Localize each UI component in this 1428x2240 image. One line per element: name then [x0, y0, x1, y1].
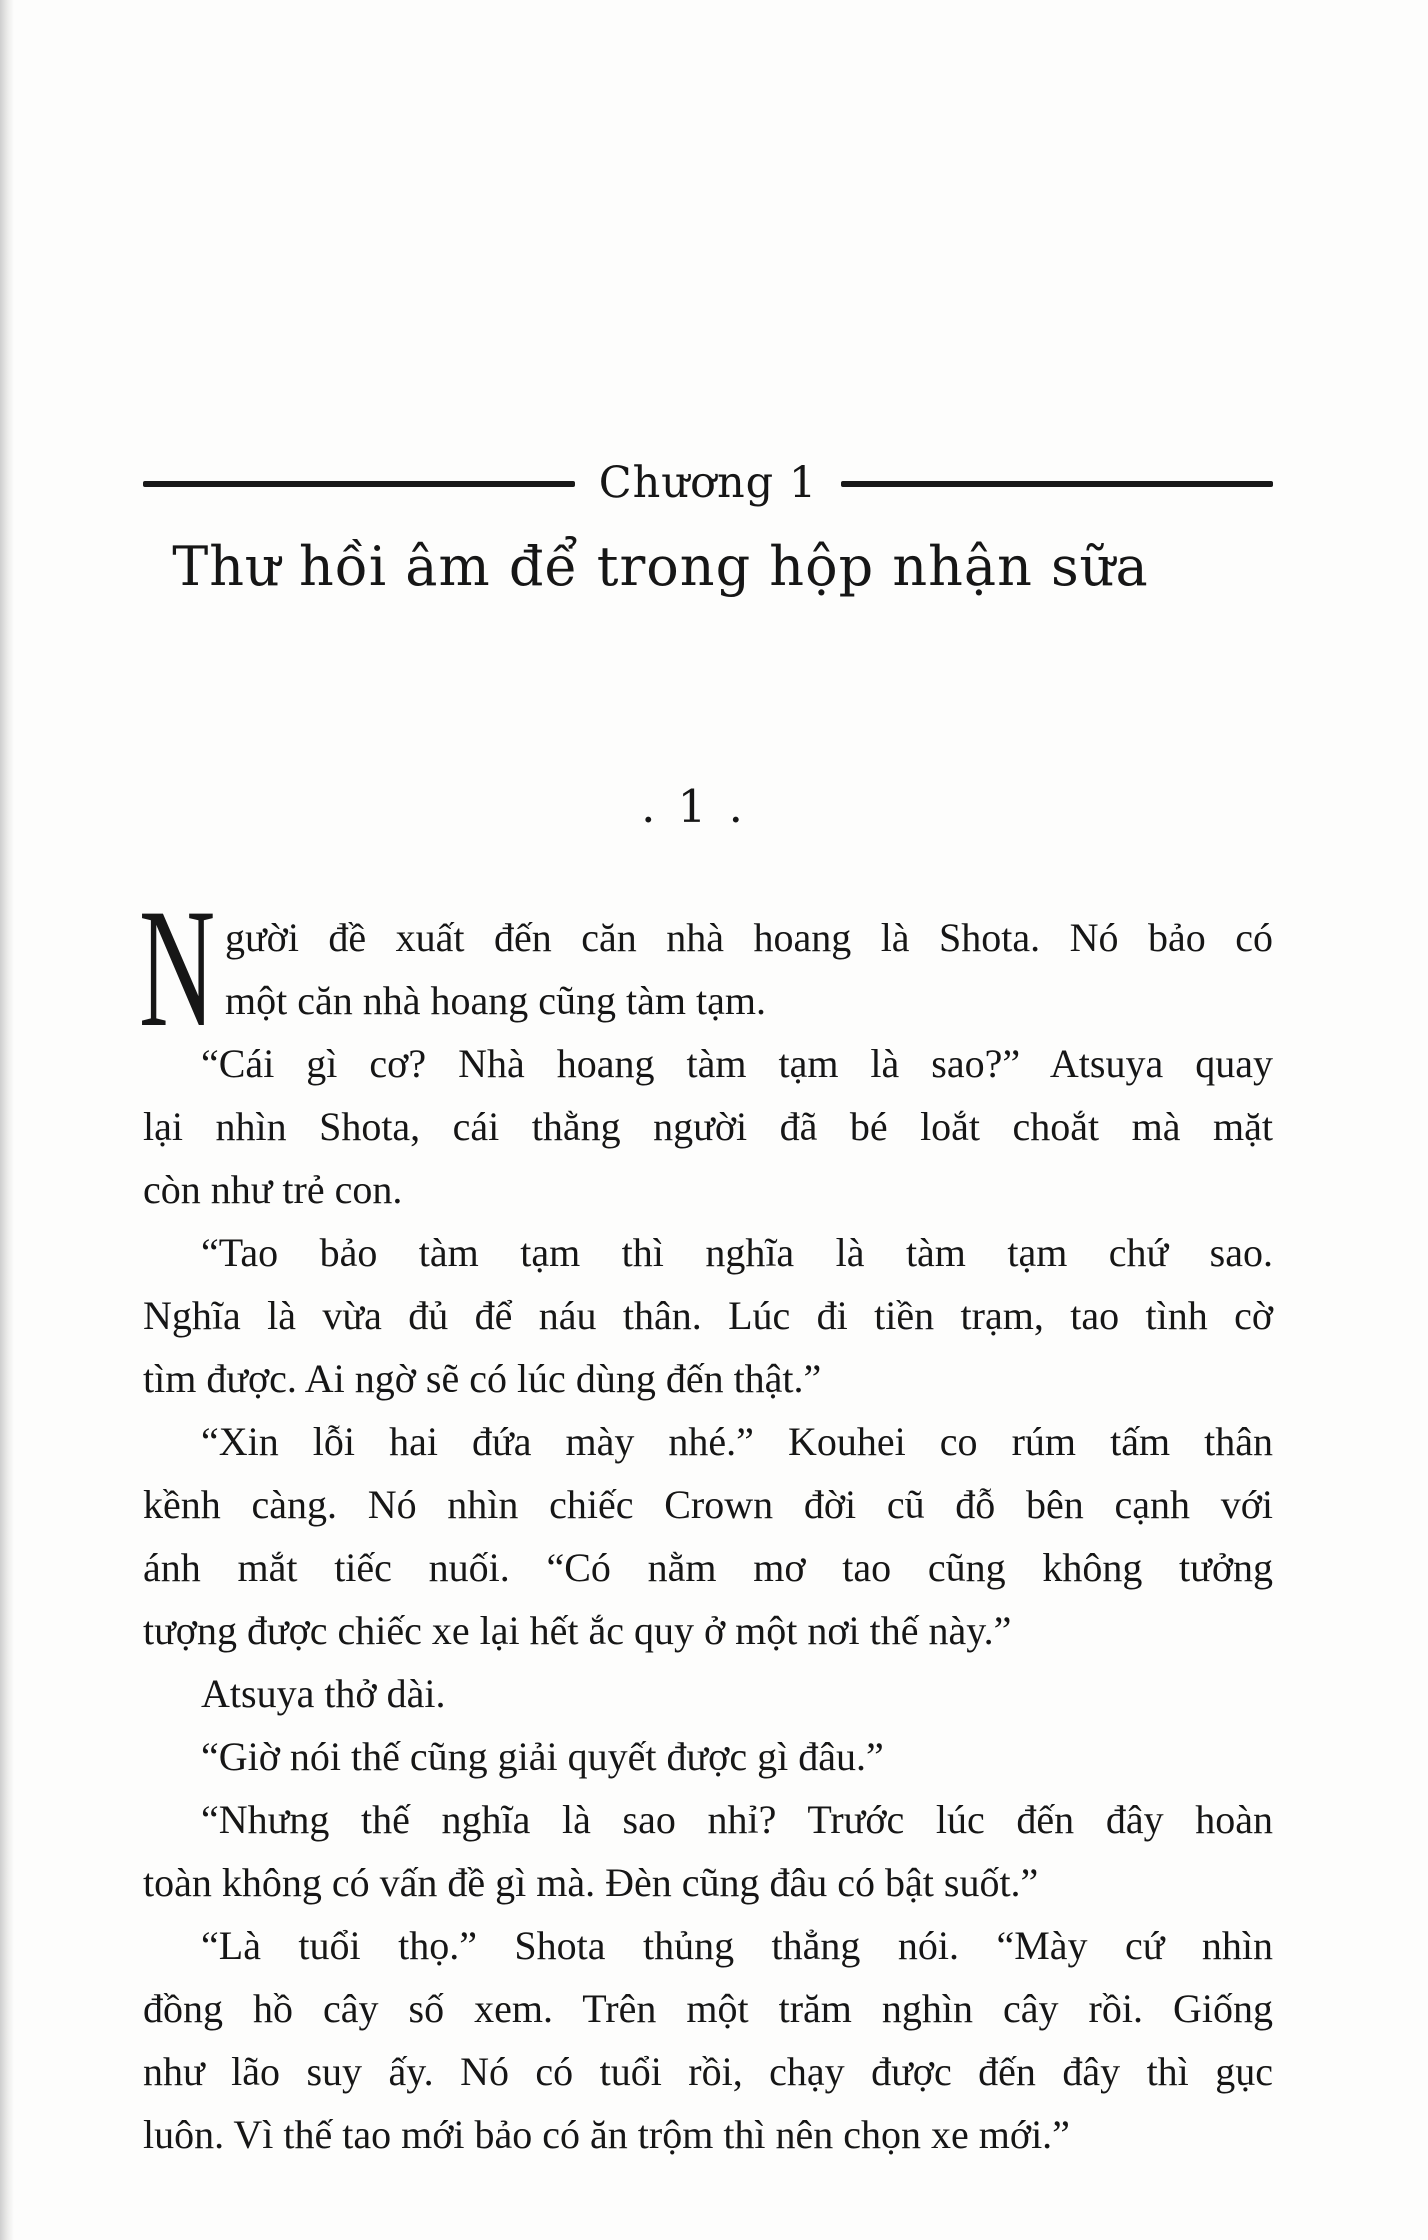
- text-line: toàn không có vấn đề gì mà. Đèn cũng đâu có bật suốt.”: [143, 1859, 1039, 1905]
- text-line: lại nhìn Shota, cái thằng người đã bé loắt choắt mà mặt: [143, 1103, 1273, 1149]
- text-line: một căn nhà hoang cũng tàm tạm.: [225, 977, 766, 1023]
- text-line: “Nhưng thế nghĩa là sao nhỉ? Trước lúc đến đây hoàn: [201, 1796, 1273, 1842]
- text-line: Nghĩa là vừa đủ để náu thân. Lúc đi tiền trạm, tao tình cờ: [143, 1292, 1273, 1338]
- chapter-header: [143, 460, 1273, 507]
- chapter-label: Chương 1: [598, 458, 818, 508]
- text-line: ánh mắt tiếc nuối. “Có nằm mơ tao cũng không tưởng: [143, 1544, 1273, 1590]
- text-line: Atsuya thở dài.: [201, 1670, 446, 1716]
- text-line: tìm được. Ai ngờ sẽ có lúc dùng đến thật.”: [143, 1355, 822, 1401]
- text-line: còn như trẻ con.: [143, 1166, 403, 1212]
- paragraph: [143, 1662, 1273, 1725]
- header-rule-left: [143, 481, 575, 487]
- body-text: [139, 873, 1273, 2166]
- text-line: gười đề xuất đến căn nhà hoang là Shota. Nó bảo có: [225, 914, 1273, 960]
- text-line: “Là tuổi thọ.” Shota thủng thẳng nói. “Mày cứ nhìn: [201, 1922, 1273, 1968]
- page-edge-shadow: [0, 0, 14, 2240]
- paragraph: [143, 1914, 1273, 2166]
- text-line: “Xin lỗi hai đứa mày nhé.” Kouhei co rúm tấm thân: [201, 1418, 1273, 1464]
- text-line: như lão suy ấy. Nó có tuổi rồi, chạy được đến đây thì gục: [143, 2048, 1273, 2094]
- chapter-title: Thư hồi âm để trong hộp nhận sữa: [172, 535, 1149, 599]
- header-rule-right: [841, 481, 1273, 487]
- text-line: đồng hồ cây số xem. Trên một trăm nghìn cây rồi. Giống: [143, 1985, 1273, 2031]
- text-line: kềnh càng. Nó nhìn chiếc Crown đời cũ đỗ bên cạnh với: [143, 1481, 1273, 1527]
- text-line: “Giờ nói thế cũng giải quyết được gì đâu.”: [201, 1733, 884, 1779]
- paragraph: [143, 1788, 1273, 1914]
- page-content: [139, 0, 1273, 2166]
- text-line: “Tao bảo tàm tạm thì nghĩa là tàm tạm chứ sao.: [201, 1229, 1273, 1275]
- paragraph: [143, 1221, 1273, 1410]
- paragraph: [143, 1725, 1273, 1788]
- drop-cap: N: [139, 873, 216, 1062]
- text-line: luôn. Vì thế tao mới bảo có ăn trộm thì nên chọn xe mới.”: [143, 2111, 1070, 2157]
- text-line: “Cái gì cơ? Nhà hoang tàm tạm là sao?” Atsuya quay: [201, 1040, 1273, 1086]
- paragraph: [143, 1032, 1273, 1221]
- paragraph: [139, 873, 1273, 1062]
- text-line: tượng được chiếc xe lại hết ắc quy ở một nơi thế này.”: [143, 1607, 1012, 1653]
- section-marker: . 1 .: [641, 780, 747, 834]
- paragraph: [143, 1410, 1273, 1662]
